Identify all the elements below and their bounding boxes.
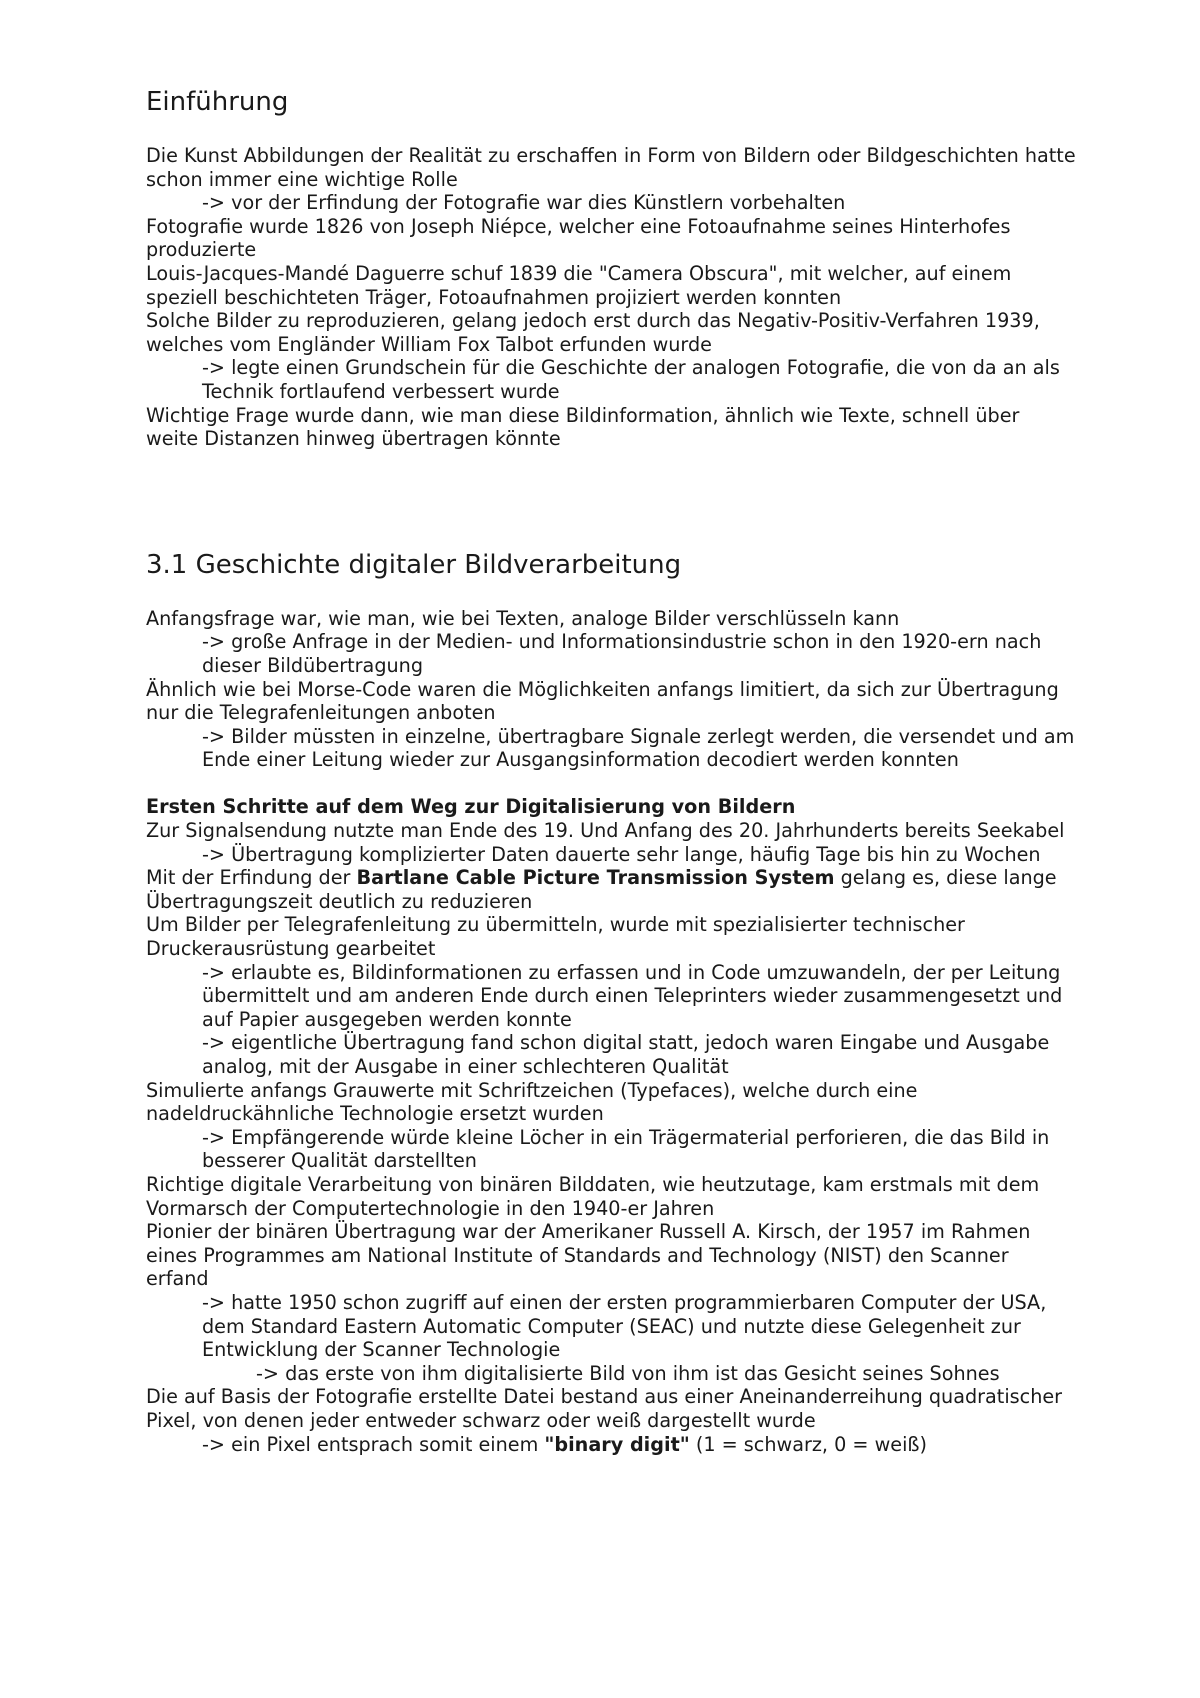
sub-paragraph: Die auf Basis der Fotografie erstellte Datei bestand aus einer Aneinanderreihung quadratischer Pixel, von denen jeder entweder schwarz oder weiß dargestellt wurde [146,1385,1063,1432]
text-run: gelang es, diese lange Übertragungszeit deutlich zu reduzieren [146,866,1057,913]
text-run: Mit der Erfindung der [146,866,357,890]
intro-paragraph: Louis-Jacques-Mandé Daguerre schuf 1839 die "Camera Obscura", mit welcher, auf einem speziell beschichteten Träger, Fotoaufnahmen projiziert werden konnten [146,261,1012,309]
sub-arrow-note: -> eigentliche Übertragung fand schon digital statt, jedoch waren Eingabe und Ausgabe analog, mit der Ausgabe in einer schlechteren Qualität [202,1031,1050,1078]
bold-term: "binary digit" [544,1432,690,1456]
sub-paragraph: Zur Signalsendung nutzte man Ende des 19. Und Anfang des 20. Jahrhunderts bereits Seekabel [146,819,1065,843]
intro-heading: Einführung [146,87,289,117]
sub-paragraph: Um Bilder per Telegrafenleitung zu übermitteln, wurde mit spezialisierter technischer Druckerausrüstung gearbeitet [146,913,965,961]
sub-arrow-note: -> Übertragung komplizierter Daten dauerte sehr lange, häufig Tage bis hin zu Wochen [202,842,1041,866]
section-arrow-note: -> große Anfrage in der Medien- und Informationsindustrie schon in den 1920-ern nach dieser Bildübertragung [202,630,1042,677]
sub-paragraph: Richtige digitale Verarbeitung von binären Bilddaten, wie heutzutage, kam erstmals mit dem Vormarsch der Computertechnologie in den 1940-er Jahren [146,1172,1040,1220]
intro-paragraph: Fotografie wurde 1826 von Joseph Niépce, welcher eine Fotoaufnahme seines Hinterhofes produzierte [146,214,1011,262]
bold-term: Bartlane Cable Picture Transmission System [356,866,835,890]
sub-arrow-note: -> Empfängerende würde kleine Löcher in ein Trägermaterial perforieren, die das Bild in besserer Qualität darstellten [202,1125,1050,1173]
intro-arrow-note: -> legte einen Grundschein für die Geschichte der analogen Fotografie, die von da an als Technik fortlaufend verbessert wurde [202,356,1060,403]
text-run: -> ein Pixel entsprach somit einem [202,1432,545,1456]
intro-paragraph: Die Kunst Abbildungen der Realität zu erschaffen in Form von Bildern oder Bildgeschichten hatte schon immer eine wichtige Rolle [146,144,1076,191]
section-heading: 3.1 Geschichte digitaler Bildverarbeitung [146,549,682,580]
subheading: Ersten Schritte auf dem Weg zur Digitalisierung von Bildern [146,795,796,819]
sub-paragraph: Pionier der binären Übertragung war der Amerikaner Russell A. Kirsch, der 1957 im Rahmen eines Programmes am National Institute of Standards and Technology (NIST) den Scanner erfand [146,1220,1031,1291]
intro-paragraph: Wichtige Frage wurde dann, wie man diese Bildinformation, ähnlich wie Texte, schnell über weite Distanzen hinweg übertragen könnte [146,403,1020,451]
intro-paragraph: Solche Bilder zu reproduzieren, gelang jedoch erst durch das Negativ-Positiv-Verfahren 1939, welches vom Engländer William Fox Talbot erfunden wurde [146,309,1040,356]
section-paragraph: Ähnlich wie bei Morse-Code waren die Möglichkeiten anfangs limitiert, da sich zur Übertragung nur die Telegrafenleitungen anboten [146,677,1059,725]
intro-arrow-note: -> vor der Erfindung der Fotografie war dies Künstlern vorbehalten [202,191,846,215]
text-run: (1 = schwarz, 0 = weiß) [689,1432,928,1456]
section-paragraph: Anfangsfrage war, wie man, wie bei Texten, analoge Bilder verschlüsseln kann [146,606,900,630]
sub-arrow-note: -> erlaubte es, Bildinformationen zu erfassen und in Code umzuwandeln, der per Leitung übermittelt und am anderen Ende durch einen Teleprinters wieder zusammengesetzt und auf Papier ausgegeben werden konnte [202,960,1063,1031]
document-page [146,86,1076,1456]
sub-arrow-note: -> hatte 1950 schon zugriff auf einen der ersten programmierbaren Computer der USA, dem Standard Eastern Automatic Computer (SEAC) und nutzte diese Gelegenheit zur Entwicklung der Scanner Technologie [202,1290,1047,1362]
sub-paragraph: Simulierte anfangs Grauwerte mit Schriftzeichen (Typefaces), welche durch eine nadeldruckähnliche Technologie ersetzt wurden [146,1078,918,1126]
sub-arrow-note-nested: -> das erste von ihm digitalisierte Bild von ihm ist das Gesicht seines Sohnes [256,1361,1000,1385]
sub-arrow-note [202,1433,1076,1457]
sub-paragraph [146,866,1076,913]
section-arrow-note: -> Bilder müssten in einzelne, übertragbare Signale zerlegt werden, die versendet und am Ende einer Leitung wieder zur Ausgangsinformation decodiert werden konnten [202,724,1075,772]
